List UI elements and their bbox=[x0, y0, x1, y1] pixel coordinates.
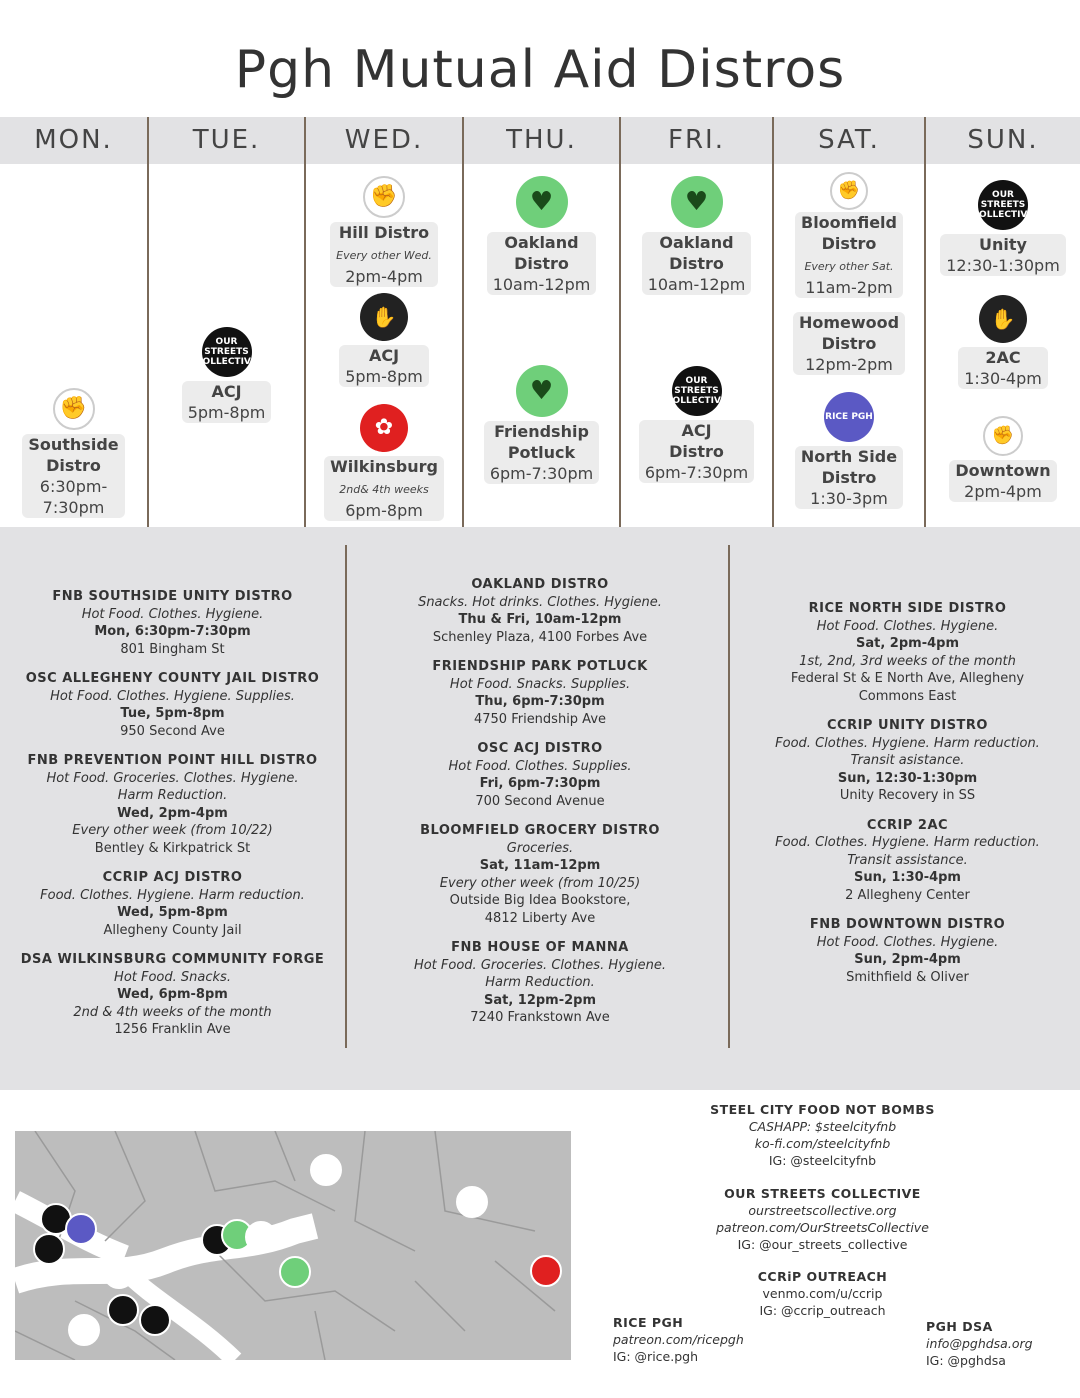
map-marker-ccrip[interactable] bbox=[279, 1256, 311, 1288]
event-sat-bloomfield bbox=[774, 172, 924, 298]
detail-w: Sat, 12pm-2pm bbox=[483, 992, 597, 1008]
distro-detail bbox=[740, 916, 1075, 986]
our-streets-collective-logo: OUR STREETS COLLECTIVE bbox=[202, 327, 252, 377]
map-marker-osc[interactable] bbox=[139, 1304, 171, 1336]
distro-detail bbox=[20, 951, 325, 1039]
distro-detail bbox=[20, 588, 325, 658]
heart-handshake-icon: ✋ bbox=[979, 295, 1027, 343]
detail-h: CCRIP ACJ DISTRO bbox=[102, 870, 243, 885]
event-label: Friendship Potluck 6pm-7:30pm bbox=[484, 421, 599, 484]
contact-osc: OUR STREETS COLLECTIVE ourstreetscollective.org patreon.com/OurStreetsCollective IG: @our_streets_collective bbox=[716, 1186, 929, 1252]
map-marker-fnb[interactable] bbox=[310, 1154, 342, 1186]
distro-detail bbox=[740, 717, 1075, 805]
event-sun-downtown bbox=[926, 416, 1080, 502]
detail-d2: Transit asistance. bbox=[850, 753, 965, 768]
distro-detail bbox=[360, 576, 720, 646]
detail-d: Hot Food. Snacks. Supplies. bbox=[449, 676, 631, 692]
heart-handshake-icon: ♥ bbox=[671, 176, 723, 228]
detail-a2: Commons East bbox=[858, 688, 957, 704]
detail-w: Tue, 5pm-8pm bbox=[120, 706, 225, 721]
detail-d: Food. Clothes. Hygiene. Harm reduction. bbox=[40, 887, 305, 903]
detail-h: DSA WILKINSBURG COMMUNITY FORGE bbox=[20, 952, 325, 967]
distro-detail bbox=[360, 740, 720, 810]
event-thu-friendship bbox=[464, 365, 619, 484]
detail-a: Allegheny County Jail bbox=[103, 922, 242, 938]
rose-icon: ✿ bbox=[360, 404, 408, 452]
divider bbox=[147, 117, 149, 527]
fist-glyph: ✊ bbox=[59, 396, 88, 421]
event-label: Downtown 2pm-4pm bbox=[949, 460, 1056, 502]
detail-a: 950 Second Ave bbox=[120, 723, 225, 739]
day-sat: SAT. bbox=[818, 125, 880, 155]
detail-d: Hot Food. Clothes. Hygiene. bbox=[816, 618, 999, 634]
event-label: ACJ Distro 6pm-7:30pm bbox=[639, 420, 754, 483]
heart-handshake-icon: ✋ bbox=[360, 293, 408, 341]
distro-detail bbox=[740, 600, 1075, 705]
raised-fist-icon: ✊ bbox=[983, 416, 1023, 456]
event-fri-oakland bbox=[621, 176, 772, 295]
event-wed-acj bbox=[306, 293, 462, 387]
detail-w: Sat, 2pm-4pm bbox=[855, 636, 959, 651]
detail-h: OAKLAND DISTRO bbox=[471, 577, 609, 592]
event-label: Hill Distro Every other Wed. 2pm-4pm bbox=[330, 222, 438, 287]
detail-n: 2nd & 4th weeks of the month bbox=[73, 1004, 272, 1020]
detail-h: OSC ALLEGHENY COUNTY JAIL DISTRO bbox=[25, 671, 320, 686]
detail-w: Fri, 6pm-7:30pm bbox=[479, 776, 601, 791]
detail-a: 801 Bingham St bbox=[120, 641, 225, 657]
detail-h: RICE NORTH SIDE DISTRO bbox=[808, 601, 1007, 616]
raised-fist-icon bbox=[53, 388, 95, 430]
detail-d: Hot Food. Clothes. Supplies. bbox=[448, 758, 632, 774]
map-marker-dsa[interactable] bbox=[530, 1255, 562, 1287]
event-wed-wilkinsburg bbox=[306, 404, 462, 521]
distro-detail bbox=[20, 869, 325, 939]
map bbox=[15, 1131, 571, 1360]
map-marker-fnb[interactable] bbox=[456, 1186, 488, 1218]
detail-h: FNB PREVENTION POINT HILL DISTRO bbox=[27, 753, 318, 768]
map-marker-rice[interactable] bbox=[65, 1213, 97, 1245]
event-sun-2ac bbox=[926, 295, 1080, 389]
detail-n: Every other week (from 10/25) bbox=[439, 875, 641, 891]
details-column-2 bbox=[360, 576, 720, 1039]
our-streets-collective-logo: OUR STREETS COLLECTIVE bbox=[672, 366, 722, 416]
detail-a: 1256 Franklin Ave bbox=[114, 1022, 231, 1037]
detail-d2: Transit assistance. bbox=[847, 852, 968, 868]
detail-d: Hot Food. Snacks. bbox=[114, 969, 231, 985]
detail-w: Sat, 11am-12pm bbox=[479, 858, 601, 873]
distro-detail bbox=[20, 670, 325, 740]
distro-detail bbox=[20, 752, 325, 857]
detail-a: 2 Allegheny Center bbox=[845, 887, 970, 903]
event-label: ACJ 5pm-8pm bbox=[339, 345, 429, 387]
detail-h: FNB HOUSE OF MANNA bbox=[451, 940, 629, 955]
distro-detail bbox=[360, 658, 720, 728]
divider bbox=[345, 545, 347, 1048]
distro-detail bbox=[360, 939, 720, 1027]
details-column-1 bbox=[20, 588, 325, 1051]
detail-w: Wed, 6pm-8pm bbox=[117, 987, 228, 1002]
detail-a: Unity Recovery in SS bbox=[839, 788, 976, 803]
detail-w: Sun, 2pm-4pm bbox=[854, 952, 961, 967]
day-tue: TUE. bbox=[192, 125, 261, 155]
detail-d: Hot Food. Clothes. Hygiene. bbox=[816, 934, 999, 950]
detail-d2: Harm Reduction. bbox=[117, 788, 228, 803]
event-sat-homewood bbox=[774, 312, 924, 375]
detail-w: Sun, 12:30-1:30pm bbox=[837, 770, 978, 786]
detail-h: FNB DOWNTOWN DISTRO bbox=[809, 917, 1006, 932]
day-mon: MON. bbox=[34, 125, 113, 155]
our-streets-collective-logo: OUR STREETS COLLECTIVE bbox=[978, 180, 1028, 230]
divider bbox=[728, 545, 730, 1048]
event-mon-southside bbox=[0, 388, 147, 518]
event-label: Wilkinsburg 2nd& 4th weeks 6pm-8pm bbox=[324, 456, 444, 521]
page-title: Pgh Mutual Aid Distros bbox=[234, 40, 846, 100]
map-marker-osc[interactable] bbox=[33, 1233, 65, 1265]
distro-detail bbox=[360, 822, 720, 927]
detail-n: Every other week (from 10/22) bbox=[72, 823, 273, 838]
contact-rice: RICE PGH patreon.com/ricepgh IG: @rice.pgh bbox=[613, 1315, 744, 1364]
detail-d: Snacks. Hot drinks. Clothes. Hygiene. bbox=[418, 594, 662, 610]
rice-pgh-logo: RICE PGH bbox=[824, 392, 874, 442]
detail-a: 4750 Friendship Ave bbox=[473, 711, 607, 727]
details-column-3 bbox=[740, 600, 1075, 998]
event-label: Homewood Distro 12pm-2pm bbox=[793, 312, 905, 375]
detail-w: Thu, 6pm-7:30pm bbox=[475, 694, 605, 709]
map-marker-fnb[interactable] bbox=[245, 1221, 277, 1253]
detail-w: Wed, 5pm-8pm bbox=[117, 905, 228, 920]
detail-h: BLOOMFIELD GROCERY DISTRO bbox=[420, 823, 660, 838]
detail-a: 7240 Frankstown Ave bbox=[470, 1010, 610, 1025]
event-wed-hill bbox=[306, 176, 462, 287]
detail-a: Smithfield & Oliver bbox=[846, 969, 969, 985]
event-label: Oakland Distro 10am-12pm bbox=[642, 232, 752, 295]
detail-d: Hot Food. Clothes. Hygiene. bbox=[81, 606, 264, 622]
detail-h: OSC ACJ DISTRO bbox=[477, 741, 603, 756]
detail-a: Bentley & Kirkpatrick St bbox=[94, 840, 251, 856]
contact-ccrip: CCRiP OUTREACH venmo.com/u/ccrip IG: @ccrip_outreach bbox=[757, 1269, 888, 1318]
event-thu-oakland bbox=[464, 176, 619, 295]
detail-h: CCRIP UNITY DISTRO bbox=[827, 718, 988, 733]
detail-w: Sun, 1:30-4pm bbox=[854, 870, 961, 885]
event-label: Bloomfield Distro Every other Sat. 11am-2pm bbox=[795, 212, 903, 298]
event-label: Unity 12:30-1:30pm bbox=[940, 234, 1066, 276]
contact-dsa: PGH DSA info@pghdsa.org IG: @pghdsa bbox=[926, 1319, 1033, 1368]
map-marker-osc[interactable] bbox=[107, 1294, 139, 1326]
detail-n: 1st, 2nd, 3rd weeks of the month bbox=[799, 653, 1016, 669]
event-sun-unity bbox=[926, 180, 1080, 276]
day-sun: SUN. bbox=[967, 125, 1039, 155]
detail-w: Wed, 2pm-4pm bbox=[117, 805, 228, 821]
map-marker-fnb[interactable] bbox=[68, 1314, 100, 1346]
detail-a: Outside Big Idea Bookstore, bbox=[449, 893, 631, 908]
detail-d: Hot Food. Groceries. Clothes. Hygiene. bbox=[413, 957, 667, 973]
detail-a: 700 Second Avenue bbox=[475, 793, 605, 809]
heart-handshake-icon: ♥ bbox=[516, 176, 568, 228]
detail-d: Hot Food. Clothes. Hygiene. Supplies. bbox=[50, 688, 295, 704]
raised-fist-icon: ✊ bbox=[830, 172, 868, 210]
detail-d: Hot Food. Groceries. Clothes. Hygiene. bbox=[46, 770, 299, 786]
detail-h: FRIENDSHIP PARK POTLUCK bbox=[432, 659, 648, 674]
event-label: 2AC 1:30-4pm bbox=[958, 347, 1048, 389]
detail-h: CCRIP 2AC bbox=[866, 817, 949, 833]
detail-d: Food. Clothes. Hygiene. Harm reduction. bbox=[775, 735, 1040, 751]
event-tue-acj bbox=[149, 327, 304, 423]
day-wed: WED. bbox=[344, 125, 424, 155]
detail-d: Food. Clothes. Hygiene. Harm reduction. bbox=[775, 835, 1040, 850]
event-label: Oakland Distro 10am-12pm bbox=[487, 232, 597, 295]
contact-fnb: STEEL CITY FOOD NOT BOMBS CASHAPP: $steelcityfnb ko-fi.com/steelcityfnb IG: @steelcityfnb bbox=[710, 1102, 935, 1168]
detail-w: Mon, 6:30pm-7:30pm bbox=[94, 624, 251, 639]
detail-a2: 4812 Liberty Ave bbox=[484, 910, 596, 926]
detail-d2: Harm Reduction. bbox=[485, 975, 595, 990]
event-label: ACJ 5pm-8pm bbox=[182, 381, 272, 423]
event-sat-northside bbox=[774, 392, 924, 509]
detail-h: FNB SOUTHSIDE UNITY DISTRO bbox=[52, 589, 293, 604]
day-thu: THU. bbox=[506, 125, 577, 155]
detail-a: Schenley Plaza, 4100 Forbes Ave bbox=[432, 629, 648, 645]
event-label: North Side Distro 1:30-3pm bbox=[795, 446, 903, 509]
detail-a: Federal St & E North Ave, Allegheny bbox=[790, 671, 1025, 686]
map-marker-fnb[interactable] bbox=[103, 1257, 135, 1289]
raised-fist-icon: ✊ bbox=[363, 176, 405, 218]
day-fri: FRI. bbox=[668, 125, 725, 155]
event-fri-acj bbox=[621, 366, 772, 483]
distro-detail bbox=[740, 817, 1075, 905]
detail-d: Groceries. bbox=[506, 840, 574, 856]
event-label: Southside Distro 6:30pm- 7:30pm bbox=[22, 434, 124, 518]
heart-handshake-icon: ♥ bbox=[516, 365, 568, 417]
detail-w: Thu & Fri, 10am-12pm bbox=[458, 612, 622, 627]
